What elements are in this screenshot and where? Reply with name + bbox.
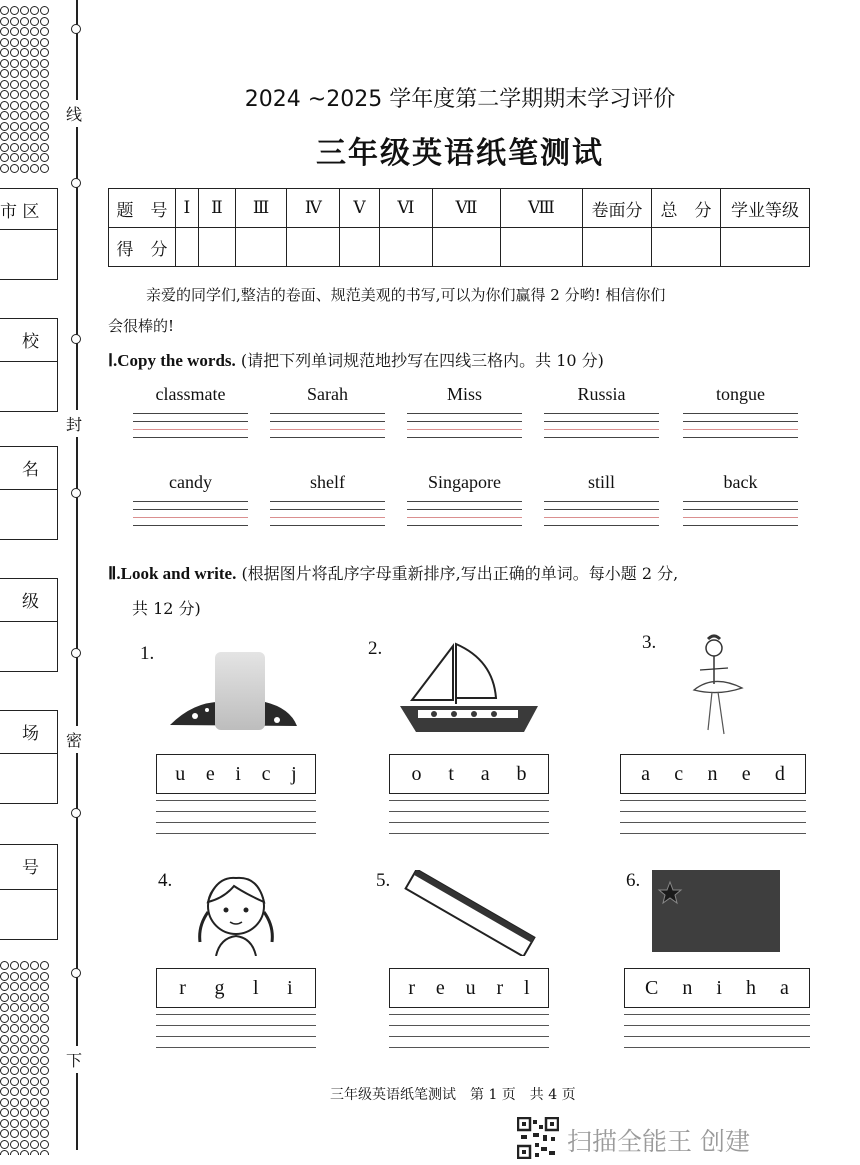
section-2-instruction-cont: 共 12 分) (132, 599, 201, 618)
score-header-cell: Ⅵ (379, 189, 432, 228)
score-table-header-row (109, 189, 810, 228)
scrambled-letter: e (205, 762, 215, 785)
section-1-numeral: Ⅰ. (108, 351, 118, 370)
intro-line-2: 会很棒的! (108, 317, 175, 335)
field-class[interactable] (0, 578, 58, 672)
score-cell (235, 228, 286, 267)
boat-icon (398, 640, 540, 738)
watermark-text: 扫描全能王 创建 (567, 1127, 750, 1156)
juice-icon (165, 650, 300, 740)
answer-lines[interactable] (156, 800, 316, 838)
score-header-cell: Ⅲ (235, 189, 286, 228)
field-label: 名 (22, 460, 39, 480)
scrambled-letter: h (746, 976, 757, 999)
score-header-cell: Ⅷ (500, 189, 582, 228)
field-label: 校 (22, 332, 39, 352)
scrambled-letter: i (287, 976, 293, 999)
four-line-grid[interactable] (270, 413, 385, 440)
score-table (108, 188, 810, 267)
answer-lines[interactable] (389, 800, 549, 838)
score-header-cell: Ⅴ (340, 189, 379, 228)
scrambled-letters-box (389, 754, 549, 794)
ruler-icon (402, 870, 538, 956)
scrambled-letter: e (435, 976, 445, 999)
intro-line-1: 亲爱的同学们,整洁的卷面、规范美观的书写,可以为你们赢得 2 分哟! 相信你们 (146, 286, 666, 304)
four-line-grid[interactable] (683, 413, 798, 440)
scrambled-letter: a (780, 976, 789, 999)
copy-word: Russia (577, 384, 626, 404)
score-header-cell: 卷面分 (583, 189, 652, 228)
scrambled-letter: u (175, 762, 186, 785)
answer-lines[interactable] (156, 1014, 316, 1052)
score-cell (500, 228, 582, 267)
copy-word: Singapore (428, 472, 501, 492)
field-name[interactable] (0, 446, 58, 540)
score-cell (652, 228, 721, 267)
scrambled-letter: r (408, 976, 416, 999)
scrambled-letter: a (641, 762, 651, 785)
score-header-cell: Ⅰ (176, 189, 199, 228)
score-cell (198, 228, 235, 267)
answer-lines[interactable] (389, 1014, 549, 1052)
section-2-numeral: Ⅱ. (108, 564, 121, 583)
china-flag-icon (650, 868, 782, 954)
score-row-label: 得 分 (109, 228, 176, 267)
scrambled-letter: c (261, 762, 271, 785)
item-number: 1. (140, 643, 155, 664)
item-number: 5. (376, 870, 391, 891)
score-header-cell: Ⅶ (433, 189, 501, 228)
scrambled-letter: o (411, 762, 422, 785)
scrambled-letter: l (523, 976, 530, 999)
field-label: 市 区 (0, 202, 40, 222)
girl-icon (186, 868, 286, 956)
field-exam-room[interactable] (0, 710, 58, 804)
scrambled-letters-box (624, 968, 810, 1008)
copy-word: shelf (310, 472, 345, 492)
score-header-cell: 总 分 (652, 189, 721, 228)
field-seat-number[interactable] (0, 844, 58, 940)
scrambled-letter: a (480, 762, 490, 785)
dot-pattern-top (0, 0, 58, 175)
copy-word: candy (169, 472, 212, 492)
binding-circle (71, 178, 81, 188)
scrambled-letter: j (291, 762, 297, 785)
scrambled-letters-box (620, 754, 806, 794)
field-district[interactable] (0, 188, 58, 280)
scrambled-letter: i (235, 762, 241, 785)
score-table-score-row (109, 228, 810, 267)
scrambled-letter: d (774, 762, 785, 785)
binding-circle (71, 648, 81, 658)
scrambled-letters-box (156, 968, 316, 1008)
score-cell (433, 228, 501, 267)
binding-circle (71, 808, 81, 818)
answer-lines[interactable] (624, 1014, 810, 1052)
scrambled-letter: n (682, 976, 693, 999)
copy-word: Miss (446, 384, 482, 404)
term-heading: 2024 ~2025 学年度第二学期期末学习评价 (244, 87, 676, 112)
scrambled-letters-box (389, 968, 549, 1008)
scrambled-letter: C (645, 976, 659, 999)
answer-lines[interactable] (620, 800, 806, 838)
section-2-title: Look and write. (120, 564, 237, 583)
cut-mark-xia: 下 (66, 1046, 82, 1073)
scrambled-letter: e (741, 762, 751, 785)
dot-pattern-bottom (0, 955, 58, 1155)
cut-mark-mi: 密 (66, 726, 82, 753)
scrambled-letter: b (516, 762, 527, 785)
score-cell (176, 228, 199, 267)
score-cell (379, 228, 432, 267)
section-1-heading (108, 348, 604, 371)
binding-circle (71, 968, 81, 978)
qr-code-icon (517, 1117, 559, 1159)
section-2-heading (108, 561, 678, 584)
binding-circle (71, 334, 81, 344)
scrambled-letter: r (496, 976, 504, 999)
section-1-instruction: (请把下列单词规范地抄写在四线三格内。共 10 分) (240, 351, 604, 370)
score-header-cell: 学业等级 (721, 189, 810, 228)
cut-mark-feng: 封 (66, 410, 82, 437)
four-line-grid[interactable] (544, 413, 659, 440)
page-title: 三年级英语纸笔测试 (316, 136, 604, 171)
scrambled-letter: i (716, 976, 722, 999)
copy-word: Sarah (307, 384, 348, 404)
copy-word: tongue (716, 384, 765, 404)
four-line-grid[interactable] (407, 501, 522, 528)
four-line-grid[interactable] (544, 501, 659, 528)
four-line-grid[interactable] (133, 501, 248, 528)
score-cell (287, 228, 340, 267)
item-number: 4. (158, 870, 173, 891)
copy-word: classmate (155, 384, 226, 404)
item-number: 3. (642, 632, 657, 653)
scrambled-letter: r (179, 976, 186, 999)
four-line-grid[interactable] (270, 501, 385, 528)
page-footer: 三年级英语纸笔测试 第 1 页 共 4 页 (330, 1087, 576, 1103)
item-number: 2. (368, 638, 383, 659)
score-cell (583, 228, 652, 267)
scrambled-letter: l (253, 976, 259, 999)
score-header-cell: Ⅱ (198, 189, 235, 228)
score-header-cell: Ⅳ (287, 189, 340, 228)
scrambled-letter: g (214, 976, 225, 999)
copy-word: back (723, 472, 758, 492)
section-1-title: Copy the words. (117, 351, 236, 370)
scrambled-letter: t (448, 762, 454, 785)
dancer-icon (672, 630, 762, 740)
score-cell (340, 228, 379, 267)
scrambled-letters-box (156, 754, 316, 794)
field-label: 号 (22, 858, 39, 878)
scrambled-letter: c (674, 762, 684, 785)
cut-mark-xian: 线 (66, 100, 82, 127)
scrambled-letter: u (465, 976, 476, 999)
scrambled-letter: n (707, 762, 718, 785)
copy-word: still (587, 472, 615, 492)
section-2-instruction: (根据图片将乱序字母重新排序,写出正确的单词。每小题 2 分, (241, 564, 679, 583)
score-header-cell: 题 号 (109, 189, 176, 228)
item-number: 6. (626, 870, 641, 891)
binding-circle (71, 488, 81, 498)
four-line-grid[interactable] (407, 413, 522, 440)
field-label: 场 (22, 724, 39, 744)
field-label: 级 (22, 592, 39, 612)
binding-circle (71, 24, 81, 34)
field-school[interactable] (0, 318, 58, 412)
four-line-grid[interactable] (683, 501, 798, 528)
four-line-grid[interactable] (133, 413, 248, 440)
score-cell (721, 228, 810, 267)
